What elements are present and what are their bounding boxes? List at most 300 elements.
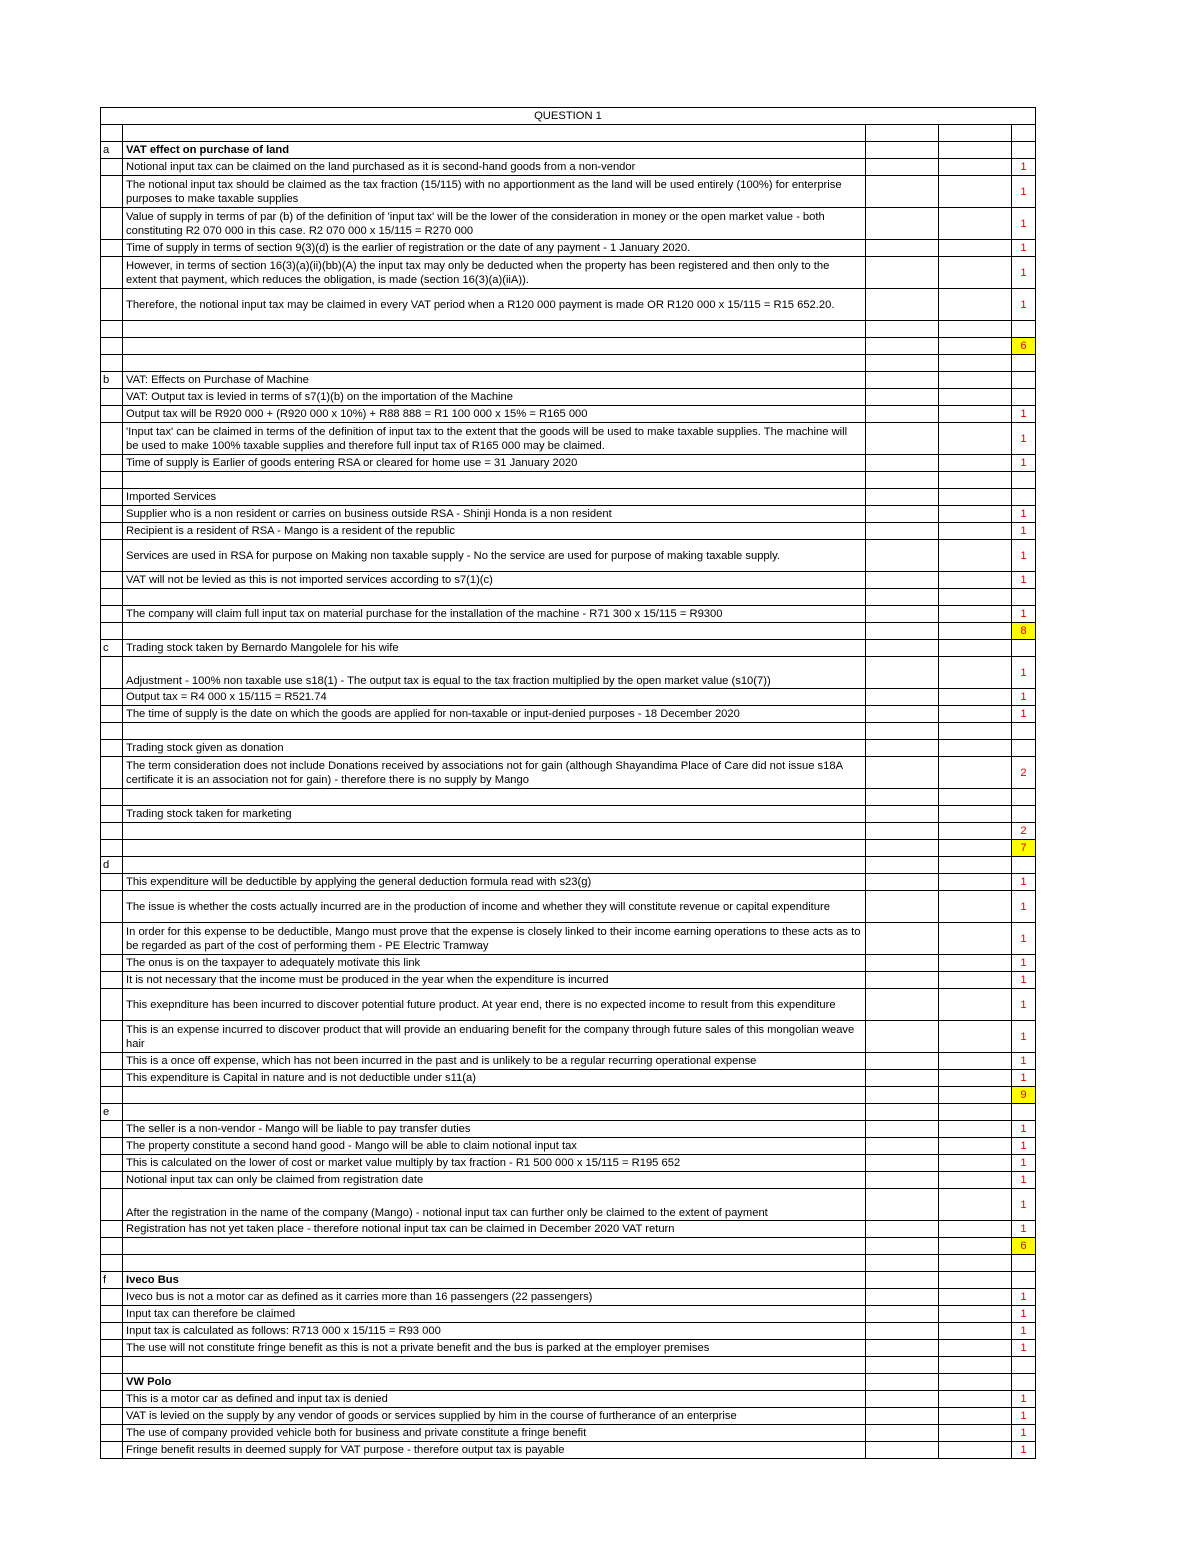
mark-cell xyxy=(1012,1357,1036,1374)
answer-text: The notional input tax should be claimed as the tax fraction (15/115) with no apportionment as the land will be used entirely (100%) for enterprise purposes to make taxable supplies xyxy=(123,176,866,208)
empty-cell xyxy=(866,1138,939,1155)
part-label xyxy=(101,789,123,806)
question-title: QUESTION 1 xyxy=(101,108,1036,125)
empty-cell xyxy=(939,857,1012,874)
answer-text: 'Input tax' can be claimed in terms of the definition of input tax to the extent that the goods will be used to make taxable supplies. The machine will be used to make 100% taxable supplies and therefore full input tax of R165 000 may be claimed. xyxy=(123,423,866,455)
answer-text xyxy=(123,1087,866,1104)
mark-cell xyxy=(1012,321,1036,338)
answer-text xyxy=(123,1255,866,1272)
answer-row xyxy=(101,606,1036,623)
mark-cell: 2 xyxy=(1012,757,1036,789)
mark-cell xyxy=(1012,723,1036,740)
mark-cell: 1 xyxy=(1012,657,1036,689)
answer-row xyxy=(101,955,1036,972)
empty-cell xyxy=(866,623,939,640)
total-mark-cell: 9 xyxy=(1012,1087,1036,1104)
mark-cell xyxy=(1012,389,1036,406)
part-label xyxy=(101,989,123,1021)
empty-cell xyxy=(939,589,1012,606)
empty-cell xyxy=(866,240,939,257)
mark-cell: 1 xyxy=(1012,289,1036,321)
empty-cell xyxy=(866,289,939,321)
answer-row xyxy=(101,423,1036,455)
answer-text xyxy=(123,472,866,489)
empty-cell xyxy=(939,489,1012,506)
empty-cell xyxy=(866,208,939,240)
answer-text: Recipient is a resident of RSA - Mango is a resident of the republic xyxy=(123,523,866,540)
empty-cell xyxy=(866,857,939,874)
answer-row xyxy=(101,989,1036,1021)
answer-row xyxy=(101,1408,1036,1425)
part-label xyxy=(101,338,123,355)
part-label xyxy=(101,1289,123,1306)
mark-cell: 1 xyxy=(1012,1021,1036,1053)
empty-cell xyxy=(866,972,939,989)
empty-cell xyxy=(939,572,1012,589)
empty-cell xyxy=(939,689,1012,706)
empty-cell xyxy=(866,472,939,489)
empty-cell xyxy=(939,823,1012,840)
empty-cell xyxy=(939,338,1012,355)
answer-row xyxy=(101,355,1036,372)
answer-text: In order for this expense to be deductible, Mango must prove that the expense is closely linked to their income earning operations to these acts as to be regarded as part of the cost of performing them - PE Electric Tramway xyxy=(123,923,866,955)
empty-cell xyxy=(866,955,939,972)
part-label: d xyxy=(101,857,123,874)
answer-row xyxy=(101,338,1036,355)
answer-text: The company will claim full input tax on material purchase for the installation of the machine - R71 300 x 15/115 = R9300 xyxy=(123,606,866,623)
empty-cell xyxy=(866,572,939,589)
part-label xyxy=(101,1053,123,1070)
empty-cell xyxy=(939,159,1012,176)
answer-text: It is not necessary that the income must be produced in the year when the expenditure is incurred xyxy=(123,972,866,989)
empty-cell xyxy=(939,506,1012,523)
answer-text xyxy=(123,355,866,372)
empty-cell xyxy=(939,1172,1012,1189)
empty-cell xyxy=(866,1425,939,1442)
part-label xyxy=(101,1021,123,1053)
mark-cell: 1 xyxy=(1012,159,1036,176)
empty-cell xyxy=(939,740,1012,757)
answer-text: The onus is on the taxpayer to adequately motivate this link xyxy=(123,955,866,972)
empty-cell xyxy=(866,757,939,789)
answer-text: VAT: Effects on Purchase of Machine xyxy=(123,372,866,389)
answer-row xyxy=(101,142,1036,159)
empty-cell xyxy=(866,1238,939,1255)
answer-text: Time of supply is Earlier of goods entering RSA or cleared for home use = 31 January 2020 xyxy=(123,455,866,472)
answer-text: Adjustment - 100% non taxable use s18(1) - The output tax is equal to the tax fraction multiplied by the open market value (s10(7)) xyxy=(123,657,866,689)
answer-text: VAT is levied on the supply by any vendor of goods or services supplied by him in the course of furtherance of an enterprise xyxy=(123,1408,866,1425)
empty-cell xyxy=(939,1340,1012,1357)
answer-text: Notional input tax can only be claimed from registration date xyxy=(123,1172,866,1189)
answer-text xyxy=(123,1104,866,1121)
empty-cell xyxy=(866,640,939,657)
answer-text: VW Polo xyxy=(123,1374,866,1391)
answer-row xyxy=(101,125,1036,142)
empty-cell xyxy=(866,923,939,955)
part-label xyxy=(101,740,123,757)
part-label xyxy=(101,891,123,923)
mark-cell xyxy=(1012,125,1036,142)
mark-cell: 1 xyxy=(1012,706,1036,723)
empty-cell xyxy=(939,389,1012,406)
answer-text: Therefore, the notional input tax may be claimed in every VAT period when a R120 000 payment is made OR R120 000 x 15/115 = R15 652.20. xyxy=(123,289,866,321)
mark-cell xyxy=(1012,355,1036,372)
total-mark-cell: 8 xyxy=(1012,623,1036,640)
part-label xyxy=(101,289,123,321)
empty-cell xyxy=(939,955,1012,972)
answer-row xyxy=(101,1272,1036,1289)
part-label xyxy=(101,125,123,142)
empty-cell xyxy=(866,355,939,372)
answer-row xyxy=(101,1255,1036,1272)
mark-cell xyxy=(1012,806,1036,823)
part-label: c xyxy=(101,640,123,657)
empty-cell xyxy=(866,1121,939,1138)
answer-row xyxy=(101,657,1036,689)
part-label xyxy=(101,589,123,606)
answer-row xyxy=(101,706,1036,723)
answer-text xyxy=(123,840,866,857)
part-label xyxy=(101,972,123,989)
mark-cell: 1 xyxy=(1012,1425,1036,1442)
mark-cell xyxy=(1012,589,1036,606)
empty-cell xyxy=(866,689,939,706)
empty-cell xyxy=(866,389,939,406)
empty-cell xyxy=(866,455,939,472)
answer-row xyxy=(101,176,1036,208)
part-label xyxy=(101,757,123,789)
mark-cell xyxy=(1012,489,1036,506)
answer-text xyxy=(123,723,866,740)
answer-text: Imported Services xyxy=(123,489,866,506)
answer-row xyxy=(101,289,1036,321)
answer-row xyxy=(101,321,1036,338)
empty-cell xyxy=(939,972,1012,989)
mark-cell: 1 xyxy=(1012,1289,1036,1306)
mark-cell xyxy=(1012,857,1036,874)
mark-cell xyxy=(1012,372,1036,389)
empty-cell xyxy=(866,1289,939,1306)
answer-row xyxy=(101,757,1036,789)
answer-row xyxy=(101,240,1036,257)
empty-cell xyxy=(866,1374,939,1391)
empty-cell xyxy=(866,1306,939,1323)
empty-cell xyxy=(866,1053,939,1070)
answer-row xyxy=(101,406,1036,423)
empty-cell xyxy=(939,1221,1012,1238)
answer-row xyxy=(101,1306,1036,1323)
answer-text: Services are used in RSA for purpose on Making non taxable supply - No the service are used for purpose of making taxable supply. xyxy=(123,540,866,572)
part-label xyxy=(101,240,123,257)
part-label xyxy=(101,1221,123,1238)
empty-cell xyxy=(866,321,939,338)
answer-row xyxy=(101,806,1036,823)
part-label xyxy=(101,874,123,891)
answer-text xyxy=(123,789,866,806)
answer-text: The issue is whether the costs actually incurred are in the production of income and whether they will constitute revenue or capital expenditure xyxy=(123,891,866,923)
empty-cell xyxy=(939,1138,1012,1155)
answer-row xyxy=(101,740,1036,757)
mark-cell: 1 xyxy=(1012,423,1036,455)
answer-row xyxy=(101,159,1036,176)
part-label xyxy=(101,1391,123,1408)
part-label xyxy=(101,208,123,240)
answer-text: This expenditure is Capital in nature and is not deductible under s11(a) xyxy=(123,1070,866,1087)
answer-row xyxy=(101,874,1036,891)
mark-cell: 1 xyxy=(1012,1323,1036,1340)
empty-cell xyxy=(939,1255,1012,1272)
answer-text xyxy=(123,1238,866,1255)
mark-cell: 1 xyxy=(1012,874,1036,891)
part-label xyxy=(101,406,123,423)
mark-cell: 1 xyxy=(1012,572,1036,589)
empty-cell xyxy=(866,823,939,840)
mark-cell: 1 xyxy=(1012,1408,1036,1425)
answer-text: This exepnditure has been incurred to discover potential future product. At year end, there is no expected income to result from this expenditure xyxy=(123,989,866,1021)
empty-cell xyxy=(939,1155,1012,1172)
empty-cell xyxy=(939,1238,1012,1255)
part-label xyxy=(101,472,123,489)
empty-cell xyxy=(866,706,939,723)
answer-row xyxy=(101,1053,1036,1070)
mark-cell: 1 xyxy=(1012,506,1036,523)
mark-cell xyxy=(1012,1104,1036,1121)
part-label xyxy=(101,355,123,372)
part-label xyxy=(101,923,123,955)
empty-cell xyxy=(866,1408,939,1425)
answer-row xyxy=(101,1425,1036,1442)
empty-cell xyxy=(866,506,939,523)
part-label xyxy=(101,1408,123,1425)
answer-text: This is an expense incurred to discover product that will provide an enduaring benefit for the company through future sales of this mongolian weave hair xyxy=(123,1021,866,1053)
empty-cell xyxy=(866,874,939,891)
mark-cell: 1 xyxy=(1012,176,1036,208)
empty-cell xyxy=(866,740,939,757)
empty-cell xyxy=(866,1221,939,1238)
empty-cell xyxy=(866,989,939,1021)
part-label xyxy=(101,1374,123,1391)
answer-row xyxy=(101,1357,1036,1374)
empty-cell xyxy=(939,840,1012,857)
part-label xyxy=(101,657,123,689)
empty-cell xyxy=(939,1087,1012,1104)
empty-cell xyxy=(866,1357,939,1374)
answer-row xyxy=(101,1238,1036,1255)
empty-cell xyxy=(866,1255,939,1272)
answer-row xyxy=(101,1323,1036,1340)
part-label xyxy=(101,1121,123,1138)
answer-row xyxy=(101,823,1036,840)
empty-cell xyxy=(866,257,939,289)
answer-row xyxy=(101,1104,1036,1121)
part-label xyxy=(101,1425,123,1442)
answer-row xyxy=(101,857,1036,874)
part-label xyxy=(101,257,123,289)
empty-cell xyxy=(866,372,939,389)
empty-cell xyxy=(866,1155,939,1172)
empty-cell xyxy=(866,606,939,623)
answer-row xyxy=(101,1087,1036,1104)
mark-cell: 1 xyxy=(1012,406,1036,423)
empty-cell xyxy=(939,706,1012,723)
empty-cell xyxy=(939,623,1012,640)
empty-cell xyxy=(939,1104,1012,1121)
empty-cell xyxy=(866,125,939,142)
empty-cell xyxy=(939,891,1012,923)
answer-text: The time of supply is the date on which the goods are applied for non-taxable or input-denied purposes - 18 December 2020 xyxy=(123,706,866,723)
part-label xyxy=(101,489,123,506)
empty-cell xyxy=(866,423,939,455)
mark-cell: 1 xyxy=(1012,540,1036,572)
empty-cell xyxy=(939,455,1012,472)
answer-row xyxy=(101,1289,1036,1306)
answer-row xyxy=(101,372,1036,389)
mark-cell: 1 xyxy=(1012,1138,1036,1155)
answer-text: The use of company provided vehicle both for business and private constitute a fringe benefit xyxy=(123,1425,866,1442)
empty-cell xyxy=(866,1021,939,1053)
empty-cell xyxy=(866,1104,939,1121)
answer-row xyxy=(101,1189,1036,1221)
empty-cell xyxy=(866,1189,939,1221)
empty-cell xyxy=(866,891,939,923)
empty-cell xyxy=(866,1340,939,1357)
mark-cell: 1 xyxy=(1012,208,1036,240)
empty-cell xyxy=(866,176,939,208)
answer-text: Input tax is calculated as follows: R713 000 x 15/115 = R93 000 xyxy=(123,1323,866,1340)
mark-cell: 1 xyxy=(1012,1053,1036,1070)
total-mark-cell: 6 xyxy=(1012,1238,1036,1255)
empty-cell xyxy=(939,757,1012,789)
mark-cell: 1 xyxy=(1012,606,1036,623)
empty-cell xyxy=(939,1189,1012,1221)
answer-row xyxy=(101,1442,1036,1459)
empty-cell xyxy=(866,1087,939,1104)
answer-text xyxy=(123,1357,866,1374)
part-label xyxy=(101,1306,123,1323)
answer-text: Registration has not yet taken place - therefore notional input tax can be claimed in December 2020 VAT return xyxy=(123,1221,866,1238)
part-label xyxy=(101,159,123,176)
answer-row xyxy=(101,257,1036,289)
mark-cell: 1 xyxy=(1012,1340,1036,1357)
answer-row xyxy=(101,923,1036,955)
empty-cell xyxy=(866,1172,939,1189)
answer-text: Supplier who is a non resident or carries on business outside RSA - Shinji Honda is a non resident xyxy=(123,506,866,523)
answer-text: Trading stock taken for marketing xyxy=(123,806,866,823)
part-label xyxy=(101,1255,123,1272)
empty-cell xyxy=(939,806,1012,823)
answer-row xyxy=(101,640,1036,657)
answer-row xyxy=(101,455,1036,472)
title-row xyxy=(101,108,1036,125)
answer-row xyxy=(101,1155,1036,1172)
empty-cell xyxy=(939,289,1012,321)
empty-cell xyxy=(939,723,1012,740)
empty-cell xyxy=(939,989,1012,1021)
answer-row xyxy=(101,1374,1036,1391)
part-label xyxy=(101,1340,123,1357)
answer-text: Fringe benefit results in deemed supply for VAT purpose - therefore output tax is payable xyxy=(123,1442,866,1459)
answer-text: Iveco bus is not a motor car as defined as it carries more than 16 passengers (22 passengers) xyxy=(123,1289,866,1306)
part-label xyxy=(101,1357,123,1374)
answer-row xyxy=(101,1070,1036,1087)
answer-text: This is a motor car as defined and input tax is denied xyxy=(123,1391,866,1408)
part-label xyxy=(101,806,123,823)
empty-cell xyxy=(939,657,1012,689)
mark-cell: 1 xyxy=(1012,1391,1036,1408)
mark-cell: 1 xyxy=(1012,455,1036,472)
answer-text xyxy=(123,338,866,355)
answer-text: Output tax will be R920 000 + (R920 000 x 10%) + R88 888 = R1 100 000 x 15% = R165 000 xyxy=(123,406,866,423)
empty-cell xyxy=(939,1306,1012,1323)
answer-text: This is calculated on the lower of cost or market value multiply by tax fraction - R1 500 000 x 15/115 = R195 652 xyxy=(123,1155,866,1172)
answer-text: After the registration in the name of the company (Mango) - notional input tax can further only be claimed to the extent of payment xyxy=(123,1189,866,1221)
empty-cell xyxy=(939,1070,1012,1087)
empty-cell xyxy=(866,840,939,857)
answer-row xyxy=(101,723,1036,740)
empty-cell xyxy=(866,159,939,176)
empty-cell xyxy=(939,1323,1012,1340)
empty-cell xyxy=(866,657,939,689)
empty-cell xyxy=(866,489,939,506)
answer-text: This expenditure will be deductible by applying the general deduction formula read with s23(g) xyxy=(123,874,866,891)
mark-cell xyxy=(1012,740,1036,757)
empty-cell xyxy=(939,606,1012,623)
answer-row xyxy=(101,1391,1036,1408)
answer-text: The seller is a non-vendor - Mango will be liable to pay transfer duties xyxy=(123,1121,866,1138)
empty-cell xyxy=(939,1289,1012,1306)
part-label xyxy=(101,389,123,406)
mark-cell: 1 xyxy=(1012,923,1036,955)
mark-cell xyxy=(1012,640,1036,657)
answer-text: Trading stock taken by Bernardo Mangolele for his wife xyxy=(123,640,866,657)
part-label xyxy=(101,455,123,472)
part-label xyxy=(101,572,123,589)
empty-cell xyxy=(939,423,1012,455)
question-1-table xyxy=(100,107,1036,1459)
empty-cell xyxy=(939,640,1012,657)
empty-cell xyxy=(939,923,1012,955)
part-label xyxy=(101,1087,123,1104)
mark-cell: 1 xyxy=(1012,1189,1036,1221)
empty-cell xyxy=(939,142,1012,159)
answer-row xyxy=(101,1221,1036,1238)
empty-cell xyxy=(939,874,1012,891)
mark-cell: 1 xyxy=(1012,1306,1036,1323)
empty-cell xyxy=(866,1323,939,1340)
answer-text: Trading stock given as donation xyxy=(123,740,866,757)
empty-cell xyxy=(939,789,1012,806)
empty-cell xyxy=(939,406,1012,423)
mark-cell: 1 xyxy=(1012,955,1036,972)
answer-text: The term consideration does not include Donations received by associations not for gain (although Shayandima Place of Care did not issue s18A certificate it is an association not for gain) - therefore there is no supply by Mango xyxy=(123,757,866,789)
empty-cell xyxy=(939,1442,1012,1459)
empty-cell xyxy=(939,176,1012,208)
part-label xyxy=(101,723,123,740)
empty-cell xyxy=(939,523,1012,540)
part-label xyxy=(101,823,123,840)
mark-cell xyxy=(1012,1255,1036,1272)
answer-text: Output tax = R4 000 x 15/115 = R521.74 xyxy=(123,689,866,706)
answer-row xyxy=(101,572,1036,589)
empty-cell xyxy=(939,540,1012,572)
empty-cell xyxy=(939,1357,1012,1374)
empty-cell xyxy=(939,208,1012,240)
part-label xyxy=(101,1172,123,1189)
answer-text: However, in terms of section 16(3)(a)(ii)(bb)(A) the input tax may only be deducted when the property has been registered and then only to the extent that payment, which reduces the obligation, is made (section 16(3)(a)(iiA)). xyxy=(123,257,866,289)
answer-text: Iveco Bus xyxy=(123,1272,866,1289)
part-label: e xyxy=(101,1104,123,1121)
answer-row xyxy=(101,489,1036,506)
